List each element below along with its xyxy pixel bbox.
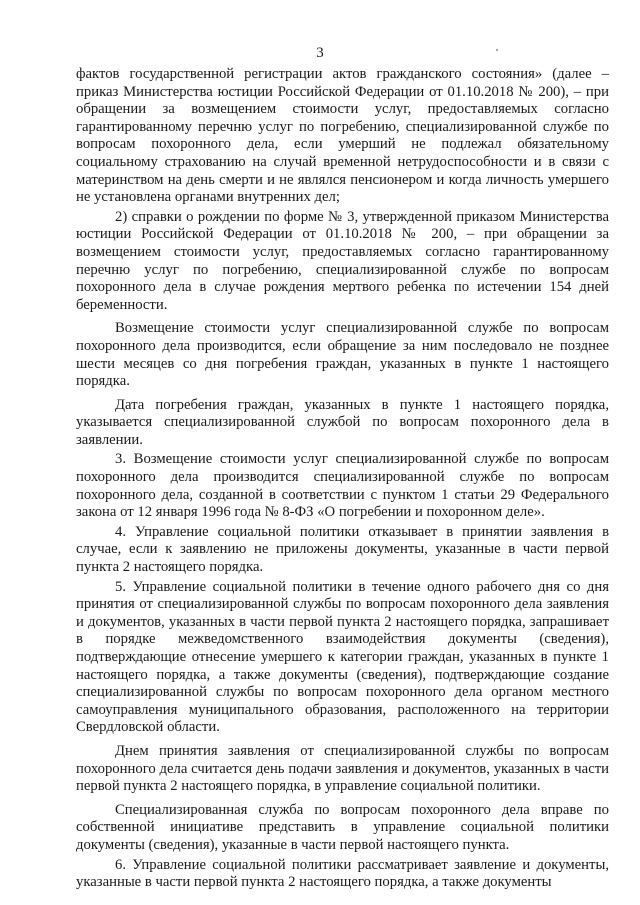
paragraph-clause-6: 6. Управление социальной политики рассматривает заявление и документы, указанные в части первой пункта 2 настоящего порядка, а также документы	[76, 856, 609, 891]
paragraph-clause-3: 3. Возмещение стоимости услуг специализированной службе по вопросам похоронного дела производится специализированной службе по вопросам похоронного дела, созданной в соответствии с пунктом 1 статьи 29 Федерального закона от 12 января 1996 года № 8-ФЗ «О погребении и похоронном деле».	[76, 451, 609, 521]
paragraph-item-2: 2) справки о рождении по форме № 3, утвержденной приказом Министерства юстиции Российской Федерации от 01.10.2018 № 200, – при обращении за возмещением стоимости услуг, предоставляемых согласно гарантированному перечню услуг по погребению, специализированной службе по вопросам похоронного дела в случае рождения мертвого ребенка по истечении 154 дней беременности.	[76, 208, 609, 313]
paragraph-reimbursement-deadline: Возмещение стоимости услуг специализированной службе по вопросам похоронного дела производится, если обращение за ним последовало не позднее шести месяцев со дня погребения граждан, указанных в пункте 1 настоящего порядка.	[76, 320, 609, 390]
page-number: 3	[316, 45, 324, 61]
scan-speck	[496, 49, 498, 51]
paragraph-acceptance-day: Днем принятия заявления от специализированной службы по вопросам похоронного дела считается день подачи заявления и документов, указанных в части первой пункта 2 настоящего порядка, в управление социальной политики.	[76, 742, 609, 795]
paragraph-clause-5: 5. Управление социальной политики в течение одного рабочего дня со дня принятия от специализированной службы по вопросам похоронного дела заявления и документов, указанных в части первой пункта 2 настоящего порядка, запрашивает в порядке межведомственного взаимодействия документы (сведения), подтверждающие отнесение умершего к категории граждан, указанных в пункте 1 настоящего порядка, а также документы (сведения), подтверждающие создание специализированной службы по вопросам похоронного дела органом местного самоуправления муниципального образования, расположенного на территории Свердловской области.	[76, 578, 609, 736]
document-body	[76, 66, 609, 894]
paragraph-own-initiative: Специализированная служба по вопросам похоронного дела вправе по собственной инициативе представить в управление социальной политики документы (сведения), указанные в части первой настоящего пункта.	[76, 801, 609, 853]
paragraph-continuation: фактов государственной регистрации актов гражданского состояния» (далее – приказ Министерства юстиции Российской Федерации от 01.10.2018 № 200), – при обращении за возмещением стоимости услуг, предоставляемых согласно гарантированному перечню услуг по погребению, специализированной службе по вопросам похоронного дела, если умерший не подлежал обязательному социальному страхованию на случай временной нетрудоспособности и в связи с материнством на день смерти и не являлся пенсионером и когда личность умершего не установлена органами внутренних дел;	[76, 66, 609, 206]
paragraph-clause-4: 4. Управление социальной политики отказывает в принятии заявления в случае, если к заявлению не приложены документы, указанные в части первой пункта 2 настоящего порядка.	[76, 523, 609, 576]
paragraph-burial-date: Дата погребения граждан, указанных в пункте 1 настоящего порядка, указывается специализированной службой по вопросам похоронного дела в заявлении.	[76, 396, 609, 448]
